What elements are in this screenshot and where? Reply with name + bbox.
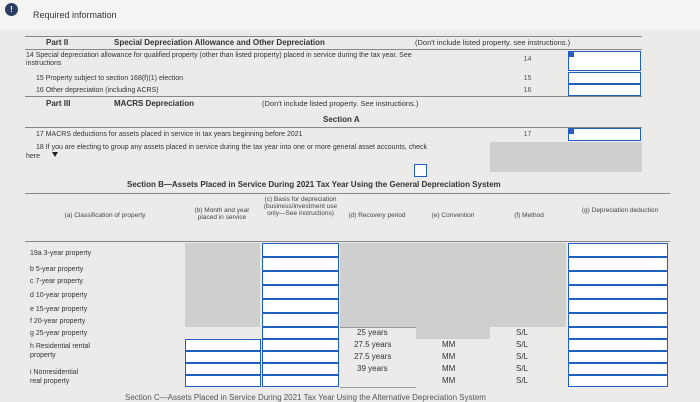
divider bbox=[25, 241, 670, 242]
part2-label: Part II bbox=[46, 38, 69, 47]
row-19g-label: g 25-year property bbox=[30, 330, 88, 337]
row-19g-deduction-input[interactable] bbox=[568, 327, 668, 339]
line17-input[interactable] bbox=[568, 128, 641, 141]
line16-number: 16 bbox=[523, 87, 532, 94]
row-19i-label: i Nonresidential bbox=[30, 369, 79, 376]
row-19i-period: 39 years bbox=[357, 364, 388, 373]
row-19i-deduction-input-1[interactable] bbox=[568, 363, 668, 375]
info-icon: ! bbox=[5, 3, 18, 16]
row-19i-month-input-1[interactable] bbox=[185, 363, 261, 375]
line18-text-cont: here bbox=[26, 153, 41, 160]
line14-number: 14 bbox=[523, 56, 532, 63]
col-f-header: (f) Method bbox=[514, 212, 544, 219]
divider bbox=[340, 387, 416, 388]
row-19a-basis-input[interactable] bbox=[262, 243, 339, 257]
part3-label: Part III bbox=[46, 99, 71, 108]
row-19d-basis-input[interactable] bbox=[262, 285, 339, 299]
row-19f-basis-input[interactable] bbox=[262, 313, 339, 327]
section-a-heading: Section A bbox=[323, 115, 360, 124]
part3-note: (Don't include listed property. See instructions.) bbox=[262, 99, 419, 108]
row-19i-basis-input-1[interactable] bbox=[262, 363, 339, 375]
col-g-header: (g) Depreciation deduction bbox=[581, 207, 659, 214]
divider bbox=[25, 193, 670, 194]
field-marker bbox=[569, 129, 574, 134]
row-19i-month-input-2[interactable] bbox=[185, 375, 261, 387]
row-19c-basis-input[interactable] bbox=[262, 271, 339, 285]
row-19h-label: h Residential rental bbox=[30, 343, 90, 350]
row-19h-month-input-1[interactable] bbox=[185, 339, 261, 351]
line17-number: 17 bbox=[523, 131, 532, 138]
row-19h-month-input-2[interactable] bbox=[185, 351, 261, 363]
row-19h-label-cont: property bbox=[30, 352, 56, 359]
part2-title: Special Depreciation Allowance and Other Depreciation bbox=[114, 38, 325, 47]
line16-input[interactable] bbox=[568, 84, 641, 96]
row-19h-convention-1: MM bbox=[442, 340, 456, 349]
section-c-heading-cut: Section C—Assets Placed in Service During 2021 Tax Year Using the Alternative Depreciation System bbox=[125, 393, 486, 402]
col-e-header: (e) Convention bbox=[431, 212, 475, 219]
row-19b-label: b 5-year property bbox=[30, 266, 84, 273]
row-19e-label: e 15-year property bbox=[30, 306, 88, 313]
col-e-gray-g bbox=[416, 327, 490, 339]
row-19i-method-2: S/L bbox=[516, 376, 529, 385]
part3-title: MACRS Depreciation bbox=[114, 99, 195, 108]
row-19i-label-cont: real property bbox=[30, 378, 70, 385]
row-19h-method-1: S/L bbox=[516, 340, 529, 349]
divider bbox=[25, 49, 642, 50]
line15-number: 15 bbox=[523, 75, 532, 82]
row-19f-label: f 20-year property bbox=[30, 318, 86, 325]
row-19a-label: 19a 3-year property bbox=[30, 250, 92, 257]
row-19h-basis-input-1[interactable] bbox=[262, 339, 339, 351]
field-marker bbox=[569, 52, 574, 57]
row-19h-period-2: 27.5 years bbox=[354, 352, 392, 361]
section-b-heading: Section B—Assets Placed in Service During 2021 Tax Year Using the General Depreciation System bbox=[127, 180, 501, 189]
row-19h-deduction-input-1[interactable] bbox=[568, 339, 668, 351]
row-19e-deduction-input[interactable] bbox=[568, 299, 668, 313]
row-19g-method: S/L bbox=[516, 328, 529, 337]
part2-note: (Don't include listed property. see instructions.) bbox=[415, 38, 571, 47]
row-19h-basis-input-2[interactable] bbox=[262, 351, 339, 363]
row-19a-deduction-input[interactable] bbox=[568, 243, 668, 257]
row-19d-deduction-input[interactable] bbox=[568, 285, 668, 299]
line15-input[interactable] bbox=[568, 72, 641, 84]
divider bbox=[25, 36, 642, 37]
row-19f-deduction-input[interactable] bbox=[568, 313, 668, 327]
divider bbox=[25, 127, 642, 128]
row-19c-label: c 7-year property bbox=[30, 278, 83, 285]
line18-text: 18 If you are electing to group any assets placed in service during the tax year into one or more general asset accounts, check bbox=[36, 144, 428, 151]
row-19h-deduction-input-2[interactable] bbox=[568, 351, 668, 363]
row-19i-convention-2: MM bbox=[442, 376, 456, 385]
line17-text: 17 MACRS deductions for assets placed in service in tax years beginning before 2021 bbox=[36, 131, 303, 138]
row-19h-convention-2: MM bbox=[442, 352, 456, 361]
line14-text: 14 Special depreciation allowance for qualified property (other than listed property) placed in service during the tax year. See bbox=[26, 52, 412, 59]
line14-input[interactable] bbox=[568, 51, 641, 71]
col-b-header: (b) Month and year placed in service bbox=[194, 207, 250, 221]
line14-text-cont: instructions bbox=[26, 60, 62, 67]
row-19b-basis-input[interactable] bbox=[262, 257, 339, 271]
col-a-header: (a) Classification of property bbox=[64, 212, 146, 219]
row-19g-basis-input[interactable] bbox=[262, 327, 339, 339]
line18-checkbox[interactable] bbox=[414, 164, 427, 177]
row-19e-basis-input[interactable] bbox=[262, 299, 339, 313]
page-title: Required information bbox=[33, 10, 117, 20]
caret-down-icon bbox=[52, 152, 58, 157]
row-19c-deduction-input[interactable] bbox=[568, 271, 668, 285]
row-19h-method-2: S/L bbox=[516, 352, 529, 361]
row-19d-label: d 10-year property bbox=[30, 292, 88, 299]
divider bbox=[25, 96, 642, 97]
col-b-gray-area bbox=[185, 243, 260, 327]
row-19b-deduction-input[interactable] bbox=[568, 257, 668, 271]
cols-d-f-gray-area bbox=[340, 243, 566, 327]
row-19i-deduction-input-2[interactable] bbox=[568, 375, 668, 387]
col-c-header: (c) Basis for depreciation (business/investment use only—See instructions) bbox=[263, 196, 338, 217]
row-19g-period: 25 years bbox=[357, 328, 388, 337]
line15-text: 15 Property subject to section 168(f)(1) election bbox=[36, 75, 184, 82]
row-19h-period-1: 27.5 years bbox=[354, 340, 392, 349]
divider bbox=[340, 327, 416, 328]
line16-text: 16 Other depreciation (including ACRS) bbox=[36, 87, 159, 94]
row-19i-basis-input-2[interactable] bbox=[262, 375, 339, 387]
row-19i-method-1: S/L bbox=[516, 364, 529, 373]
row-19i-convention-1: MM bbox=[442, 364, 456, 373]
line18-gray-area bbox=[490, 142, 642, 172]
col-d-header: (d) Recovery period bbox=[348, 212, 406, 219]
